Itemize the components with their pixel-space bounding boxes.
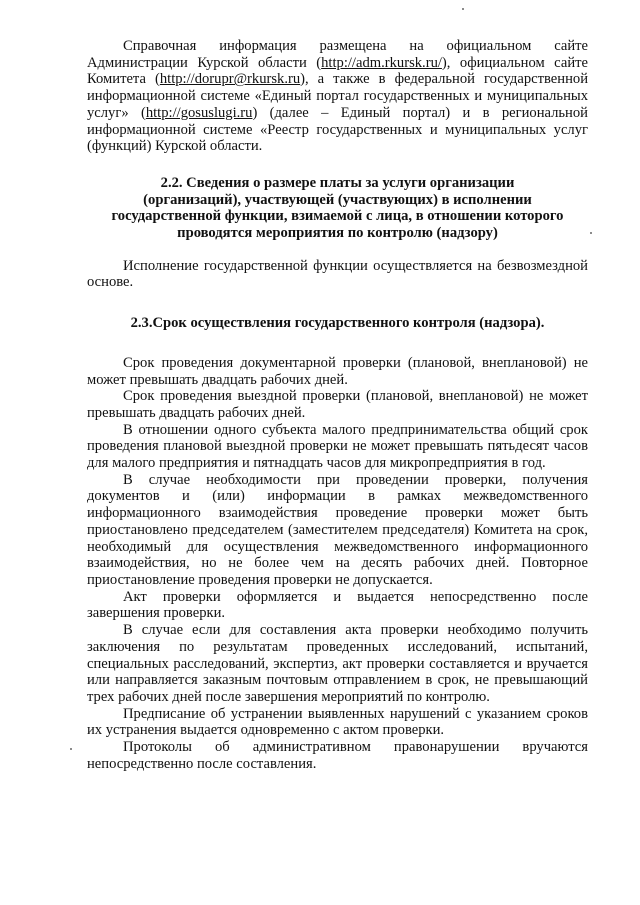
section-2-3-heading: 2.3.Срок осуществления государственного контроля (надзора). [130, 315, 545, 332]
section-2-2-heading-line: (организаций), участвующей (участвующих) в исполнении [143, 191, 532, 208]
link-adm-rkursk[interactable]: http://adm.rkursk.ru/ [321, 54, 442, 71]
section-2-2-heading-line: проводятся мероприятия по контролю (надзору) [177, 225, 498, 242]
reference-text-4: ) (далее – Единый портал) и в региональной информационной системе «Реестр государственных и муниципальных услуг (функций) Курской области. [87, 104, 588, 155]
reference-text-3: ), а также в федеральной государственной информационной системе «Единый портал государственных и муниципальных услуг» ( [87, 71, 588, 121]
paragraph-small-business: В отношении одного субъекта малого предпринимательства общий срок проведения плановой выездной проверки не может превышать пятьдесят часов для малого предприятия и пятнадцать часов для микропредприятия в год. [87, 421, 588, 472]
paragraph-prescription: Предписание об устранении выявленных нарушений с указанием сроков их устранения выдается одновременно с актом проверки. [87, 705, 588, 739]
link-gosuslugi[interactable]: http://gosuslugi.ru [145, 104, 253, 121]
section-2-2-heading [87, 175, 588, 242]
scan-speck [590, 232, 592, 234]
paragraph-act-issued: Акт проверки оформляется и выдается непосредственно после завершения проверки. [87, 588, 588, 622]
paragraph-act-expertise: В случае если для составления акта проверки необходимо получить заключения по результатам проведенных исследований, испытаний, специальных расследований, экспертиз, акт проверки составляется и вручается или направляется заказным почтовым отправлением в срок, не превышающий трех рабочих дней после завершения мероприятий по контролю. [87, 622, 588, 705]
scan-speck [70, 748, 72, 750]
section-2-2-heading-line: государственной функции, взимаемой с лица, в отношении которого [111, 208, 564, 225]
section-2-2-heading-line: 2.2. Сведения о размере платы за услуги организации [160, 174, 515, 191]
reference-text-1: Справочная информация размещена на официальном сайте Администрации Курской области ( [87, 38, 588, 71]
free-of-charge-paragraph: Исполнение государственной функции осуществляется на безвозмездной основе. [87, 257, 588, 291]
link-dorupr[interactable]: http://dorupr@rkursk.ru [159, 71, 301, 88]
scan-speck [462, 8, 464, 10]
paragraph-onsite-check: Срок проведения выездной проверки (плановой, внеплановой) не может превышать двадцать рабочих дней. [87, 388, 588, 421]
paragraph-protocols: Протоколы об административном правонарушении вручаются непосредственно после составления. [87, 739, 588, 772]
paragraph-documentary-check: Срок проведения документарной проверки (плановой, внеплановой) не может превышать двадцать рабочих дней. [87, 354, 588, 388]
paragraph-suspension: В случае необходимости при проведении проверки, получения документов и (или) информации в рамках межведомственного информационного взаимодействия проведение проверки может быть приостановлено председателем (заместителем председателя) Комитета на срок, необходимый для осуществления межведомственного информационного взаимодействия, но не более чем на десять рабочих дней. Повторное приостановление проведения проверки не допускается. [87, 471, 588, 588]
section-2-3-body [87, 355, 588, 773]
reference-text-2: ), официальном сайте Комитета ( [87, 54, 588, 88]
reference-info-paragraph [87, 38, 588, 155]
